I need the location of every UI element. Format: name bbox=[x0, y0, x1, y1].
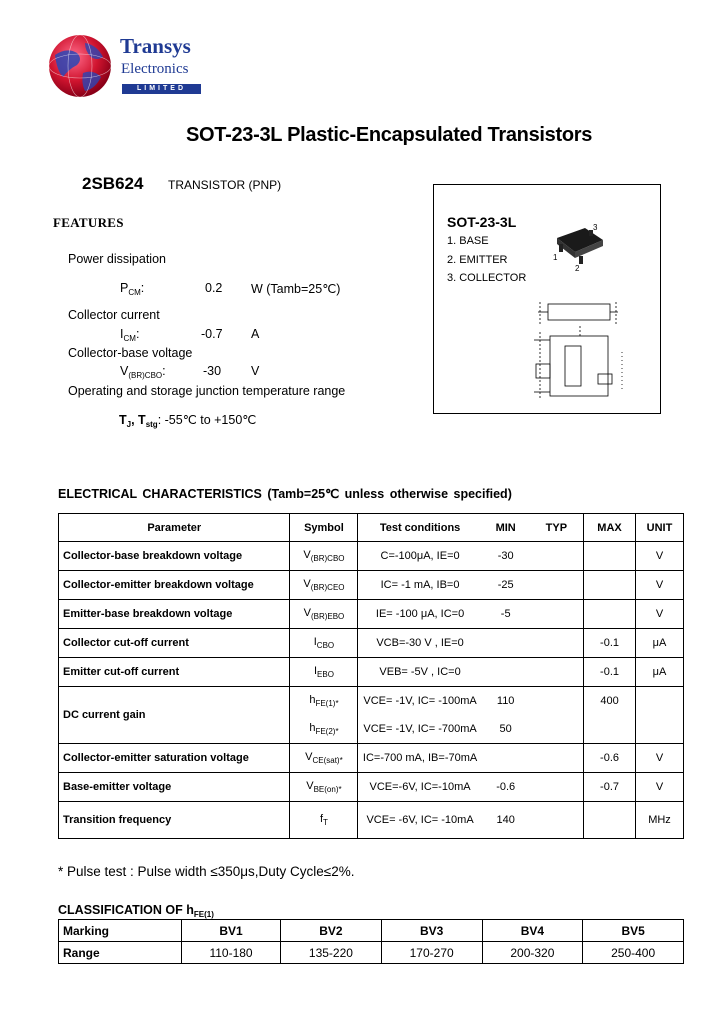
vbr-symbol: $V_{(BR)CBO}$: bbox=[120, 364, 166, 380]
range-label: Range bbox=[59, 942, 182, 964]
pin-number-1: 1 bbox=[553, 253, 558, 262]
icm-value: -0.7 bbox=[201, 327, 223, 341]
vbr-value: -30 bbox=[203, 364, 222, 378]
range-cell: 110-180 bbox=[182, 942, 281, 964]
icm-unit: A bbox=[251, 327, 260, 341]
electrical-heading: ELECTRICAL CHARACTERISTICS (Tamb=25℃ unless otherwise specified) bbox=[58, 487, 512, 501]
unit-cell: MHz bbox=[636, 802, 684, 839]
min-cell bbox=[482, 744, 530, 773]
unit-cell: μA bbox=[636, 629, 684, 658]
cond-cell: VCE= -1V, IC= -700mA bbox=[358, 715, 482, 744]
cond-cell: VCE=-6V, IC=-10mA bbox=[358, 773, 482, 802]
param-cell: Base-emitter voltage bbox=[59, 773, 290, 802]
max-cell: -0.1 bbox=[584, 658, 636, 687]
max-cell bbox=[584, 802, 636, 839]
range-cell: 250-400 bbox=[583, 942, 684, 964]
pcm-unit: W (Tamb=25℃) bbox=[251, 282, 341, 296]
col-header: BV5 bbox=[583, 920, 684, 942]
cond-cell: VEB= -5V , IC=0 bbox=[358, 658, 482, 687]
typ-cell bbox=[530, 542, 584, 571]
symbol-cell: $f_T$ bbox=[290, 802, 358, 839]
symbol-cell: $V_{(BR)CBO}$ bbox=[290, 542, 358, 571]
pin-2: 2. EMITTER bbox=[447, 254, 508, 266]
range-cell: 170-270 bbox=[381, 942, 482, 964]
table-row bbox=[59, 658, 684, 687]
pin-number-3: 3 bbox=[593, 223, 598, 232]
symbol-cell: $V_{(BR)EBO}$ bbox=[290, 600, 358, 629]
param-cell: Emitter-base breakdown voltage bbox=[59, 600, 290, 629]
pcm-symbol: $P_{CM}$: bbox=[120, 281, 145, 297]
unit-cell bbox=[636, 715, 684, 744]
typ-cell bbox=[530, 687, 584, 716]
min-cell: -25 bbox=[482, 571, 530, 600]
min-cell: 110 bbox=[482, 687, 530, 716]
collector-label: Collector current bbox=[68, 308, 160, 322]
unit-cell: V bbox=[636, 773, 684, 802]
typ-cell bbox=[530, 773, 584, 802]
col-header: MIN bbox=[482, 514, 530, 542]
part-number: 2SB624 bbox=[82, 174, 144, 193]
sot23-package-icon bbox=[545, 218, 615, 273]
symbol-cell: $h_{FE(1)*}$ bbox=[290, 687, 358, 716]
symbol-cell: $I_{CBO}$ bbox=[290, 629, 358, 658]
table-row bbox=[59, 802, 684, 839]
pin-number-2: 2 bbox=[575, 264, 580, 273]
typ-cell bbox=[530, 629, 584, 658]
page-title: SOT-23-3L Plastic-Encapsulated Transistors bbox=[186, 124, 593, 146]
max-cell bbox=[584, 571, 636, 600]
electrical-table bbox=[58, 513, 684, 839]
brand-sub: Electronics bbox=[121, 61, 189, 77]
classification-heading: CLASSIFICATION OF $h_{FE(1)}$ bbox=[58, 903, 214, 919]
cond-cell: IE= -100 μA, IC=0 bbox=[358, 600, 482, 629]
col-header: BV3 bbox=[381, 920, 482, 942]
min-cell: -30 bbox=[482, 542, 530, 571]
min-cell: -5 bbox=[482, 600, 530, 629]
col-header: MAX bbox=[584, 514, 636, 542]
table-row bbox=[59, 629, 684, 658]
symbol-cell: $V_{CE(sat)*}$ bbox=[290, 744, 358, 773]
param-cell: Collector-emitter saturation voltage bbox=[59, 744, 290, 773]
param-cell: Emitter cut-off current bbox=[59, 658, 290, 687]
symbol-cell: $V_{BE(on)*}$ bbox=[290, 773, 358, 802]
max-cell: -0.6 bbox=[584, 744, 636, 773]
cbv-label: Collector-base voltage bbox=[68, 346, 193, 360]
vbr-unit: V bbox=[251, 364, 260, 378]
cond-cell: VCB=-30 V , IE=0 bbox=[358, 629, 482, 658]
pin-3: 3. COLLECTOR bbox=[447, 272, 527, 284]
unit-cell: V bbox=[636, 600, 684, 629]
unit-cell: μA bbox=[636, 658, 684, 687]
range-cell: 200-320 bbox=[482, 942, 583, 964]
icm-symbol: $I_{CM}$: bbox=[120, 327, 140, 343]
param-cell: Collector-emitter breakdown voltage bbox=[59, 571, 290, 600]
brand-name: Transys bbox=[120, 34, 191, 58]
range-cell: 135-220 bbox=[281, 942, 382, 964]
unit-cell bbox=[636, 687, 684, 716]
max-cell bbox=[584, 542, 636, 571]
col-header: Parameter bbox=[59, 514, 290, 542]
col-header: UNIT bbox=[636, 514, 684, 542]
symbol-cell: $h_{FE(2)*}$ bbox=[290, 715, 358, 744]
param-cell: Collector-base breakdown voltage bbox=[59, 542, 290, 571]
table-row bbox=[59, 744, 684, 773]
typ-cell bbox=[530, 802, 584, 839]
typ-cell bbox=[530, 658, 584, 687]
typ-cell bbox=[530, 600, 584, 629]
table-row bbox=[59, 942, 684, 964]
param-cell: Transition frequency bbox=[59, 802, 290, 839]
table-row bbox=[59, 773, 684, 802]
max-cell: -0.7 bbox=[584, 773, 636, 802]
table-row bbox=[59, 542, 684, 571]
param-cell: Collector cut-off current bbox=[59, 629, 290, 658]
globe-logo-icon bbox=[47, 33, 113, 99]
typ-cell bbox=[530, 571, 584, 600]
unit-cell: V bbox=[636, 744, 684, 773]
symbol-cell: $I_{EBO}$ bbox=[290, 658, 358, 687]
min-cell bbox=[482, 658, 530, 687]
param-cell: DC current gain bbox=[59, 687, 290, 744]
min-cell: 50 bbox=[482, 715, 530, 744]
col-header: TYP bbox=[530, 514, 584, 542]
table-row bbox=[59, 687, 684, 716]
symbol-cell: $V_{(BR)CEO}$ bbox=[290, 571, 358, 600]
features-heading: FEATURES bbox=[53, 215, 124, 230]
max-cell: -0.1 bbox=[584, 629, 636, 658]
col-header: BV1 bbox=[182, 920, 281, 942]
min-cell: -0.6 bbox=[482, 773, 530, 802]
unit-cell: V bbox=[636, 571, 684, 600]
min-cell: 140 bbox=[482, 802, 530, 839]
cond-cell: VCE= -1V, IC= -100mA bbox=[358, 687, 482, 716]
pin-1: 1. BASE bbox=[447, 235, 489, 247]
temp-range: $T_J$, $T_{stg}$: -55℃ to +150℃ bbox=[119, 413, 257, 429]
pcm-value: 0.2 bbox=[205, 281, 223, 295]
unit-cell: V bbox=[636, 542, 684, 571]
table-row bbox=[59, 600, 684, 629]
col-header: BV2 bbox=[281, 920, 382, 942]
brand-tag: LIMITED bbox=[122, 84, 201, 94]
table-header-row bbox=[59, 514, 684, 542]
col-header: Test conditions bbox=[358, 514, 482, 542]
max-cell bbox=[584, 715, 636, 744]
classification-table bbox=[58, 919, 684, 964]
typ-cell bbox=[530, 744, 584, 773]
package-title: SOT-23-3L bbox=[447, 214, 517, 230]
min-cell bbox=[482, 629, 530, 658]
cond-cell: IC= -1 mA, IB=0 bbox=[358, 571, 482, 600]
power-label: Power dissipation bbox=[68, 252, 166, 266]
max-cell bbox=[584, 600, 636, 629]
cond-cell: C=-100μA, IE=0 bbox=[358, 542, 482, 571]
col-header: Marking bbox=[59, 920, 182, 942]
table-header-row bbox=[59, 920, 684, 942]
cond-cell: VCE= -6V, IC= -10mA bbox=[358, 802, 482, 839]
op-temp-label: Operating and storage junction temperature range bbox=[68, 384, 346, 398]
pulse-test-note: * Pulse test : Pulse width ≤350μs,Duty Cycle≤2%. bbox=[58, 864, 355, 879]
col-header: BV4 bbox=[482, 920, 583, 942]
max-cell: 400 bbox=[584, 687, 636, 716]
package-outline-drawing bbox=[520, 292, 640, 407]
col-header: Symbol bbox=[290, 514, 358, 542]
typ-cell bbox=[530, 715, 584, 744]
part-description: TRANSISTOR (PNP) bbox=[168, 178, 282, 192]
cond-cell: IC=-700 mA, IB=-70mA bbox=[358, 744, 482, 773]
table-row bbox=[59, 571, 684, 600]
